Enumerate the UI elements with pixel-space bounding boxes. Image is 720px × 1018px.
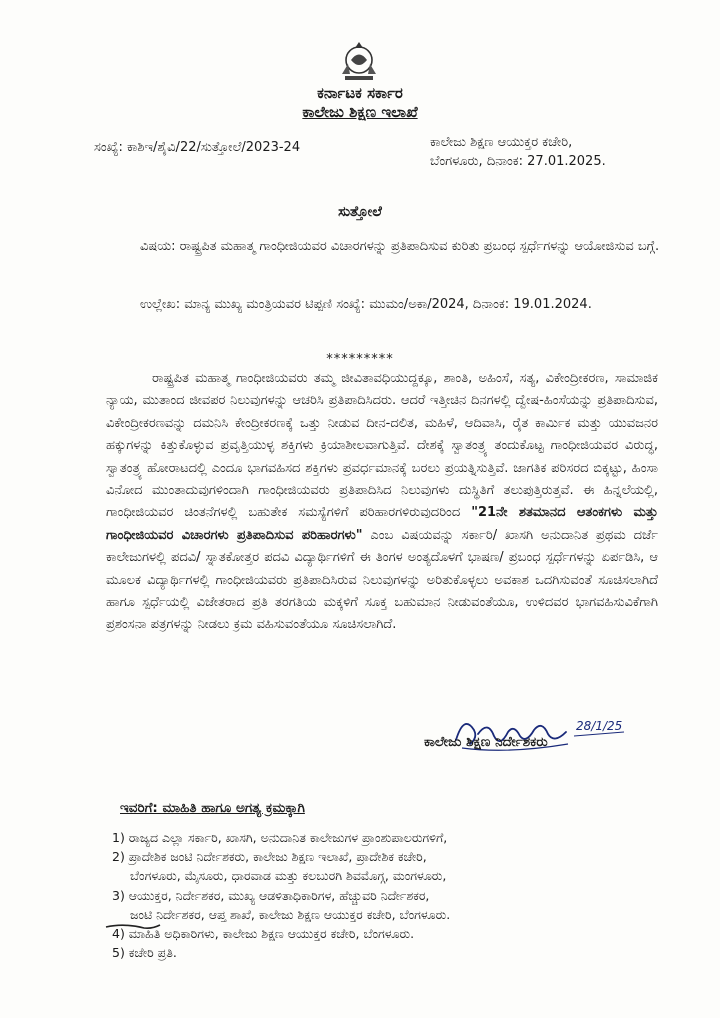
department-name: ಕಾಲೇಜು ಶಿಕ್ಷಣ ಇಲಾಖೆ [302, 103, 418, 121]
document-title: ಸುತ್ತೋಲೆ [338, 204, 382, 220]
subject-line: ವಿಷಯ: ರಾಷ್ಟ್ರಪಿತ ಮಹಾತ್ಮ ಗಾಂಧೀಜಿಯವರ ವಿಚಾರಗಳನ್ನು ಪ್ರತಿಪಾದಿಸುವ ಕುರಿತು ಪ್ರಬಂಧ ಸ್ಪರ್ಧೆಗಳನ್ನು ಆಯೋಜಿಸುವ ಬಗ್ಗೆ. [140, 239, 660, 254]
copy-to-list [112, 828, 672, 962]
copy-to-title: ಇವರಿಗೆ: ಮಾಹಿತಿ ಹಾಗೂ ಅಗತ್ಯ ಕ್ರಮಕ್ಕಾಗಿ [120, 800, 305, 816]
circular-body [106, 368, 658, 637]
reference-number: ಸಂಖ್ಯೆ: ಕಾಶಿಇ/ಶೈವಿ/22/ಸುತ್ತೋಲೆ/2023-24 [94, 140, 301, 155]
list-item: 1) ರಾಜ್ಯದ ಎಲ್ಲಾ ಸರ್ಕಾರಿ, ಖಾಸಗಿ, ಅನುದಾನಿತ ಕಾಲೇಜುಗಳ ಪ್ರಾಂಶುಪಾಲರುಗಳಿಗೆ, [112, 830, 448, 845]
signature-date: 28/1/25 [576, 719, 623, 733]
list-item: 2) ಪ್ರಾದೇಶಿಕ ಜಂಟಿ ನಿರ್ದೇಶಕರು, ಕಾಲೇಜು ಶಿಕ್ಷಣ ಇಲಾಖೆ, ಪ್ರಾದೇಶಿಕ ಕಚೇರಿ, [112, 849, 427, 865]
government-name: ಕರ್ನಾಟಕ ಸರ್ಕಾರ [317, 84, 403, 102]
pen-strike-mark [104, 917, 164, 937]
body-text-2: ಎಂಬ ವಿಷಯವನ್ನು ಸರ್ಕಾರಿ/ ಖಾಸಗಿ ಅನುದಾನಿತ ಪ್ರಥಮ ದರ್ಜೆ ಕಾಲೇಜುಗಳಲ್ಲಿ ಪದವಿ/ ಸ್ನಾತಕೋತ್ತರ ಪದವಿ ವಿದ್ಯಾರ್ಥಿಗಳಿಗೆ ಈ ತಿಂಗಳ ಅಂತ್ಯದೊಳಗೆ ಭಾಷಣ/ ಪ್ರಬಂಧ ಸ್ಪರ್ಧೆಗಳನ್ನು ಏರ್ಪಡಿಸಿ, ಆ ಮೂಲಕ ವಿದ್ಯಾರ್ಥಿಗಳಲ್ಲಿ ಗಾಂಧೀಜಿಯವರು ಪ್ರತಿಪಾದಿಸಿರುವ ನಿಲುವುಗಳನ್ನು ಅರಿತುಕೊಳ್ಳಲು ಅವಕಾಶ ಒದಗಿಸುವಂತೆ ಸೂಚಿಸಲಾಗಿದೆ ಹಾಗೂ ಸ್ಪರ್ಧೆಯಲ್ಲಿ ವಿಜೇತರಾದ ಪ್ರತಿ ತರಗತಿಯ ಮಕ್ಕಳಿಗೆ ಸೂಕ್ತ ಬಹುಮಾನ ನೀಡುವಂತೆಯೂ, ಉಳಿದವರ ಭಾಗವಹಿಸುವಿಕೆಗಾಗಿ ಪ್ರಶಂಸನಾ ಪತ್ರಗಳನ್ನು ನೀಡಲು ಕ್ರಮ ವಹಿಸುವಂತೆಯೂ ಸೂಚಿಸಲಾಗಿದೆ. [106, 527, 658, 633]
office-date: ಬೆಂಗಳೂರು, ದಿನಾಂಕ: 27.01.2025. [430, 154, 606, 169]
body-text-1: ರಾಷ್ಟ್ರಪಿತ ಮಹಾತ್ಮ ಗಾಂಧೀಜಿಯವರು ತಮ್ಮ ಜೀವಿತಾವಧಿಯುದ್ದಕ್ಕೂ, ಶಾಂತಿ, ಅಹಿಂಸೆ, ಸತ್ಯ, ವಿಕೇಂದ್ರೀಕರಣ, ಸಾಮಾಜಿಕ ನ್ಯಾಯ, ಮುತಾಂದ ಜೀವಪರ ನಿಲುವುಗಳನ್ನು ಆಚರಿಸಿ ಪ್ರತಿಪಾದಿಸಿದರು. ಆದರೆ ಇತ್ತೀಚಿನ ದಿನಗಳಲ್ಲಿ ದ್ವೇಷ-ಹಿಂಸೆಯನ್ನು ಪ್ರತಿಪಾದಿಸುವ, ವಿಕೇಂದ್ರೀಕರಣವನ್ನು ದಮನಿಸಿ ಕೇಂದ್ರೀಕರಣಕ್ಕೆ ಒತ್ತು ನೀಡುವ ದೀನ-ದಲಿತ, ಮಹಿಳೆ, ಆದಿವಾಸಿ, ರೈತ ಕಾರ್ಮಿಕ ಮತ್ತು ಯುವಜನರ ಹಕ್ಕುಗಳನ್ನು ಕಿತ್ತುಕೊಳ್ಳುವ ಪ್ರವೃತ್ತಿಯುಳ್ಳ ಶಕ್ತಿಗಳು ಕ್ರಿಯಾಶೀಲವಾಗುತ್ತಿವೆ. ದೇಶಕ್ಕೆ ಸ್ವಾತಂತ್ರ್ಯ ತಂದುಕೊಟ್ಟ ಗಾಂಧೀಜಿಯವರ ವಿರುದ್ಧ, ಸ್ವಾತಂತ್ರ್ಯ ಹೋರಾಟದಲ್ಲಿ ಎಂದೂ ಭಾಗವಹಿಸದ ಶಕ್ತಿಗಳು ಪ್ರವರ್ಧಮಾನಕ್ಕೆ ಬರಲು ಪ್ರಯತ್ನಿಸುತ್ತಿವೆ. ಜಾಗತಿಕ ಪರಿಸರದ ಬಿಕ್ಕಟ್ಟು, ಹಿಂಸಾ ವಿನೋದ ಮುಂತಾದುವುಗಳಿಂದಾಗಿ ಗಾಂಧೀಜಿಯವರು ಪ್ರತಿಪಾದಿಸಿದ ನಿಲುವುಗಳು ದುಸ್ಥಿತಿಗೆ ತಲುಪುತ್ತಿರುತ್ತವೆ. ಈ ಹಿನ್ನಲೆಯಲ್ಲಿ, ಗಾಂಧೀಜಿಯವರ ಚಿಂತನೆಗಳಲ್ಲಿ ಬಹುತೇಕ ಸಮಸ್ಯೆಗಳಿಗೆ ಪರಿಹಾರಗಳಿರುವುದರಿಂದ [106, 371, 658, 521]
office-line-1: ಕಾಲೇಜು ಶಿಕ್ಷಣ ಆಯುಕ್ತರ ಕಚೇರಿ, [430, 135, 573, 150]
list-item: ಜಂಟಿ ನಿರ್ದೇಶಕರ, ಆಪ್ತ ಶಾಖೆ, ಕಾಲೇಜು ಶಿಕ್ಷಣ ಆಯುಕ್ತರ ಕಚೇರಿ, ಬೆಂಗಳೂರು. [130, 906, 451, 922]
office-address [430, 133, 606, 171]
separator: ********* [326, 352, 394, 367]
list-item: 4) ಮಾಹಿತಿ ಅಧಿಕಾರಿಗಳು, ಕಾಲೇಜು ಶಿಕ್ಷಣ ಆಯುಕ್ತರ ಕಚೇರಿ, ಬೆಂಗಳೂರು. [112, 926, 415, 942]
signatory-designation: ಕಾಲೇಜು ಶಿಕ್ಷಣ ನಿರ್ದೇಶಕರು [424, 734, 548, 750]
list-item: 5) ಕಚೇರಿ ಪ್ರತಿ. [112, 945, 177, 961]
reference-line: ಉಲ್ಲೇಖ: ಮಾನ್ಯ ಮುಖ್ಯ ಮಂತ್ರಿಯವರ ಟಿಪ್ಪಣಿ ಸಂಖ್ಯೆ: ಮುಮಂ/ಅಕಾ/2024, ದಿನಾಂಕ: 19.01.2024. [140, 297, 592, 312]
state-emblem-icon [336, 40, 382, 86]
list-item: 3) ಆಯುಕ್ತರ, ನಿರ್ದೇಶಕರ, ಮುಖ್ಯ ಆಡಳಿತಾಧಿಕಾರಿಗಳ, ಹೆಚ್ಚುವರಿ ನಿರ್ದೇಶಕರ, [112, 887, 430, 903]
list-item: ಬೆಂಗಳೂರು, ಮೈಸೂರು, ಧಾರವಾಡ ಮತ್ತು ಕಲಬುರಗಿ ಶಿವಮೊಗ್ಗ, ಮಂಗಳೂರು, [130, 868, 447, 884]
body-highlight: "21ನೇ ಶತಮಾನದ ಆತಂಕಗಳು ಮತ್ತು ಗಾಂಧೀಜಿಯವರ ವಿಚಾರಗಳು ಪ್ರತಿಪಾದಿಸುವ ಪರಿಹಾರಗಳು" [106, 505, 658, 543]
